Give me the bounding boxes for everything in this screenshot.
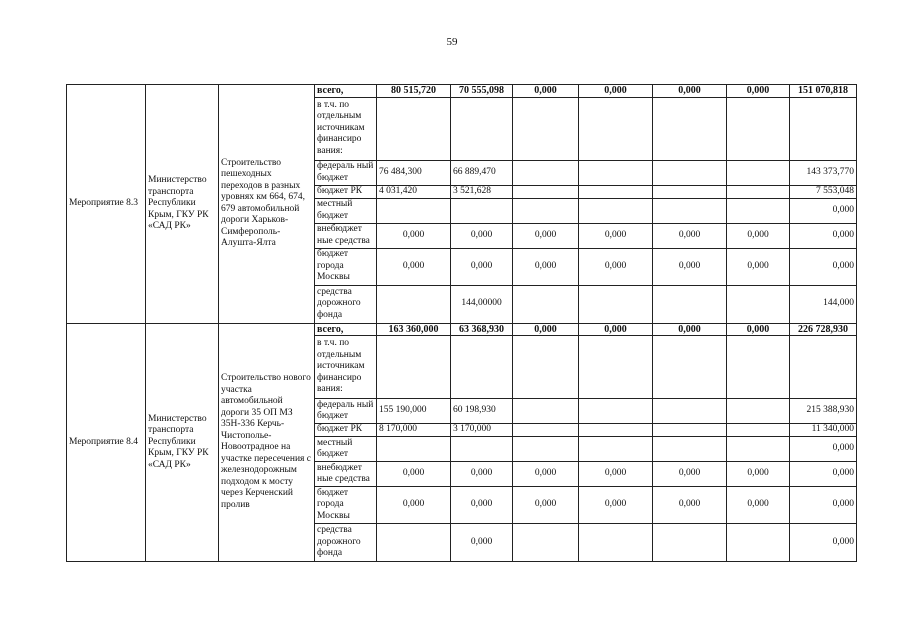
value-cell: 0,000 [727, 223, 790, 248]
value-cell: 0,000 [727, 85, 790, 98]
source-label: внебюджет ные средства [315, 223, 377, 248]
total-cell: 151 070,818 [790, 85, 857, 98]
value-cell [579, 399, 653, 424]
total-cell: 0,000 [790, 248, 857, 285]
page-number: 59 [446, 36, 458, 48]
value-cell [451, 336, 513, 399]
value-cell [579, 160, 653, 185]
value-cell [653, 424, 727, 437]
value-cell: 0,000 [579, 85, 653, 98]
value-cell [513, 160, 579, 185]
source-label: местный бюджет [315, 198, 377, 223]
value-cell [513, 399, 579, 424]
value-cell [513, 336, 579, 399]
value-cell: 0,000 [451, 462, 513, 487]
source-label: всего, [315, 323, 377, 336]
value-cell: 155 190,000 [377, 399, 451, 424]
source-label: всего, [315, 85, 377, 98]
value-cell [513, 424, 579, 437]
measure-cell: Мероприятие 8.3 [67, 85, 146, 324]
value-cell: 0,000 [579, 462, 653, 487]
value-cell [377, 437, 451, 462]
description-cell: Строительство нового участка автомобильной дороги 35 ОП МЗ 35Н-336 Керчь-Чистополье-Новоотрадное на участке пересечения с железнодорожным подходом к мосту через Керченский пролив [219, 323, 315, 562]
value-cell [727, 399, 790, 424]
value-cell [579, 437, 653, 462]
value-cell: 0,000 [727, 462, 790, 487]
source-label: бюджет РК [315, 424, 377, 437]
value-cell: 0,000 [451, 487, 513, 524]
value-cell [513, 198, 579, 223]
description-cell: Строительство пешеходных переходов в разных уровнях км 664, 674, 679 автомобильной дороги Харьков-Симферополь-Алушта-Ялта [219, 85, 315, 324]
value-cell: 70 555,098 [451, 85, 513, 98]
value-cell: 144,00000 [451, 285, 513, 323]
value-cell: 8 170,000 [377, 424, 451, 437]
value-cell [377, 198, 451, 223]
value-cell: 0,000 [513, 462, 579, 487]
value-cell [377, 97, 451, 160]
value-cell [377, 336, 451, 399]
value-cell: 76 484,300 [377, 160, 451, 185]
value-cell: 0,000 [377, 487, 451, 524]
value-cell [653, 437, 727, 462]
value-cell [653, 524, 727, 562]
source-label: бюджет города Москвы [315, 248, 377, 285]
value-cell: 0,000 [377, 462, 451, 487]
value-cell: 0,000 [377, 248, 451, 285]
source-label: бюджет РК [315, 185, 377, 198]
value-cell [727, 97, 790, 160]
value-cell [377, 524, 451, 562]
value-cell: 0,000 [513, 223, 579, 248]
value-cell: 0,000 [377, 223, 451, 248]
value-cell [513, 524, 579, 562]
financing-table [66, 84, 857, 562]
total-cell [790, 97, 857, 160]
value-cell [653, 185, 727, 198]
value-cell: 0,000 [579, 487, 653, 524]
value-cell [727, 437, 790, 462]
total-cell: 0,000 [790, 524, 857, 562]
value-cell: 0,000 [653, 323, 727, 336]
value-cell: 0,000 [451, 248, 513, 285]
executor-cell: Министерство транспорта Республики Крым, ГКУ РК «САД РК» [146, 323, 219, 562]
total-cell: 0,000 [790, 437, 857, 462]
value-cell [653, 97, 727, 160]
total-cell: 215 388,930 [790, 399, 857, 424]
value-cell: 0,000 [513, 85, 579, 98]
value-cell: 0,000 [513, 323, 579, 336]
value-cell [579, 185, 653, 198]
total-cell: 11 340,000 [790, 424, 857, 437]
value-cell: 0,000 [727, 323, 790, 336]
value-cell: 3 521,628 [451, 185, 513, 198]
value-cell [653, 336, 727, 399]
value-cell [727, 336, 790, 399]
source-label: федераль ный бюджет [315, 399, 377, 424]
value-cell: 0,000 [579, 223, 653, 248]
value-cell [579, 285, 653, 323]
value-cell: 0,000 [653, 85, 727, 98]
value-cell [727, 524, 790, 562]
value-cell [727, 185, 790, 198]
value-cell [579, 336, 653, 399]
table-row-total [67, 85, 857, 98]
source-label: бюджет города Москвы [315, 487, 377, 524]
value-cell: 0,000 [451, 524, 513, 562]
value-cell [727, 198, 790, 223]
source-label: в т.ч. по отдельным источникам финансиро вания: [315, 97, 377, 160]
value-cell [579, 97, 653, 160]
value-cell: 0,000 [653, 487, 727, 524]
value-cell: 0,000 [653, 462, 727, 487]
value-cell: 0,000 [513, 248, 579, 285]
value-cell: 0,000 [513, 487, 579, 524]
value-cell: 60 198,930 [451, 399, 513, 424]
source-label: внебюджет ные средства [315, 462, 377, 487]
value-cell [513, 437, 579, 462]
source-label: федераль ный бюджет [315, 160, 377, 185]
source-label: средства дорожного фонда [315, 285, 377, 323]
value-cell [451, 437, 513, 462]
total-cell [790, 336, 857, 399]
value-cell: 66 889,470 [451, 160, 513, 185]
total-cell: 0,000 [790, 462, 857, 487]
value-cell [653, 160, 727, 185]
value-cell: 0,000 [579, 323, 653, 336]
value-cell [653, 285, 727, 323]
executor-cell: Министерство транспорта Республики Крым, ГКУ РК «САД РК» [146, 85, 219, 324]
value-cell [727, 285, 790, 323]
value-cell: 80 515,720 [377, 85, 451, 98]
total-cell: 0,000 [790, 487, 857, 524]
value-cell: 63 368,930 [451, 323, 513, 336]
value-cell: 163 360,000 [377, 323, 451, 336]
total-cell: 0,000 [790, 223, 857, 248]
value-cell [513, 97, 579, 160]
value-cell [451, 97, 513, 160]
value-cell [451, 198, 513, 223]
value-cell: 0,000 [653, 223, 727, 248]
source-label: средства дорожного фонда [315, 524, 377, 562]
table-row-total [67, 323, 857, 336]
value-cell: 4 031,420 [377, 185, 451, 198]
value-cell [513, 285, 579, 323]
total-cell: 143 373,770 [790, 160, 857, 185]
total-cell: 7 553,048 [790, 185, 857, 198]
measure-cell: Мероприятие 8.4 [67, 323, 146, 562]
value-cell [513, 185, 579, 198]
value-cell: 0,000 [579, 248, 653, 285]
value-cell: 0,000 [451, 223, 513, 248]
value-cell [579, 424, 653, 437]
value-cell [579, 524, 653, 562]
value-cell [727, 160, 790, 185]
value-cell: 0,000 [727, 248, 790, 285]
total-cell: 226 728,930 [790, 323, 857, 336]
source-label: в т.ч. по отдельным источникам финансиро вания: [315, 336, 377, 399]
total-cell: 144,000 [790, 285, 857, 323]
value-cell [579, 198, 653, 223]
value-cell [377, 285, 451, 323]
value-cell [653, 399, 727, 424]
value-cell [727, 424, 790, 437]
source-label: местный бюджет [315, 437, 377, 462]
value-cell [653, 198, 727, 223]
value-cell: 0,000 [653, 248, 727, 285]
value-cell: 0,000 [727, 487, 790, 524]
value-cell: 3 170,000 [451, 424, 513, 437]
total-cell: 0,000 [790, 198, 857, 223]
